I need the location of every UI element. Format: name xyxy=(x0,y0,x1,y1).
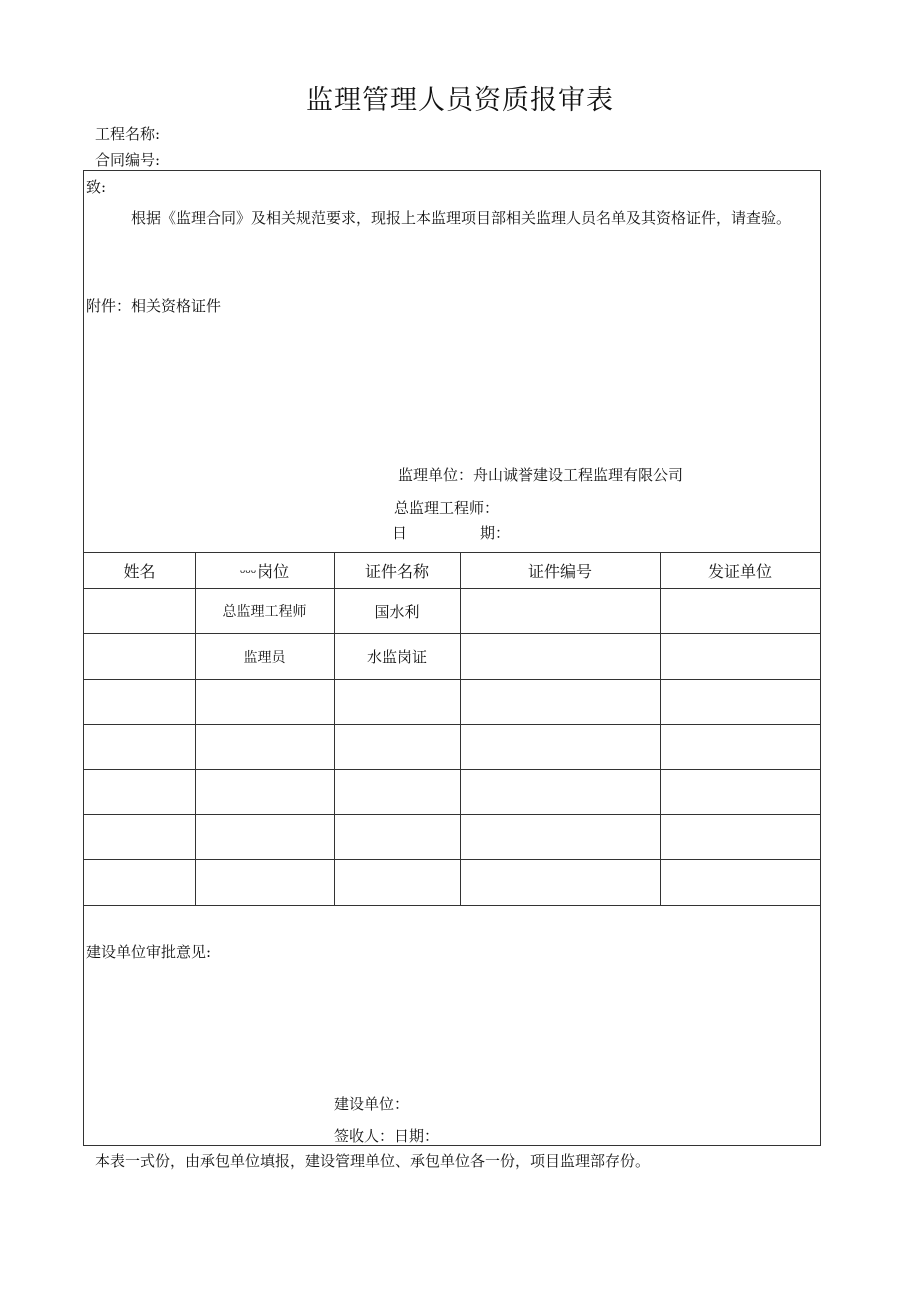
position-prefix-glyph: ᴗᴗᴗ xyxy=(239,565,257,576)
col-header-name: 姓名 xyxy=(123,562,156,581)
cell-position xyxy=(195,815,334,859)
project-name-label: 工程名称: xyxy=(95,125,161,143)
table-header-row xyxy=(84,553,820,588)
cell-cert-no xyxy=(460,589,660,633)
cell-position xyxy=(195,770,334,814)
form-title: 监理管理人员资质报审表 xyxy=(306,85,614,116)
table-row xyxy=(84,680,820,724)
cell-cert-no xyxy=(460,680,660,724)
cell-cert-name xyxy=(334,815,460,859)
cell-cert-name xyxy=(334,860,460,905)
col-header-cert-no: 证件编号 xyxy=(527,562,592,581)
col-header-issuer: 发证单位 xyxy=(707,562,772,581)
date-label: 日期： xyxy=(394,1127,440,1145)
attachment-note: 附件：相关资格证件 xyxy=(86,297,222,315)
cell-name xyxy=(84,589,195,633)
form-frame xyxy=(83,170,821,1146)
cell-name xyxy=(84,680,195,724)
cell-cert-name xyxy=(334,680,460,724)
cell-cert-no xyxy=(460,634,660,679)
cell-issuer xyxy=(660,634,820,679)
signer-date-label xyxy=(334,1125,439,1146)
cell-cert-no xyxy=(460,770,660,814)
cell-issuer xyxy=(660,770,820,814)
signer-label: 签收人： xyxy=(334,1127,395,1145)
approval-opinion-label: 建设单位审批意见: xyxy=(86,943,212,961)
date-label-day: 日 xyxy=(392,524,408,542)
table-row xyxy=(84,725,820,769)
table-bottom-border xyxy=(84,905,820,906)
to-label: 致: xyxy=(86,178,107,196)
cell-issuer xyxy=(660,680,820,724)
cell-cert-name: 国水利 xyxy=(374,602,420,621)
table-row xyxy=(84,815,820,859)
request-body-text: 根据《监理合同》及相关规范要求，现报上本监理项目部相关监理人员名单及其资格证件，请查验。 xyxy=(131,209,792,227)
table-row xyxy=(84,589,820,633)
table-row xyxy=(84,770,820,814)
cell-position xyxy=(195,860,334,905)
chief-engineer-label: 总监理工程师： xyxy=(394,499,500,517)
cell-name xyxy=(84,860,195,905)
cell-cert-name xyxy=(334,725,460,769)
cell-name xyxy=(84,815,195,859)
cell-cert-name xyxy=(334,770,460,814)
cell-position: 监理员 xyxy=(243,649,286,666)
cell-name xyxy=(84,770,195,814)
supervision-unit-name: 舟山诚誉建设工程监理有限公司 xyxy=(473,466,684,484)
date-label-period: 期： xyxy=(480,524,511,542)
footer-note: 本表一式份，由承包单位填报，建设管理单位、承包单位各一份，项目监理部存份。 xyxy=(95,1152,651,1170)
cell-name xyxy=(84,725,195,769)
cell-position xyxy=(195,680,334,724)
cell-issuer xyxy=(660,725,820,769)
cell-cert-no xyxy=(460,860,660,905)
contract-no-label: 合同编号: xyxy=(95,151,161,169)
cell-position: 总监理工程师 xyxy=(222,604,307,620)
table-row xyxy=(84,634,820,679)
cell-position xyxy=(195,725,334,769)
cell-issuer xyxy=(660,860,820,905)
cell-issuer xyxy=(660,815,820,859)
table-row xyxy=(84,860,820,905)
cell-cert-name: 水监岗证 xyxy=(366,648,427,666)
col-header-position: ᴗᴗᴗ 岗位 xyxy=(239,562,290,581)
cell-issuer xyxy=(660,589,820,633)
construction-unit-label: 建设单位： xyxy=(334,1095,410,1113)
supervision-unit-label: 监理单位：舟山诚誉建设工程监理有限公司 xyxy=(398,466,684,484)
col-header-cert-name: 证件名称 xyxy=(364,562,429,581)
cell-cert-no xyxy=(460,815,660,859)
cell-name xyxy=(84,634,195,679)
cell-cert-no xyxy=(460,725,660,769)
